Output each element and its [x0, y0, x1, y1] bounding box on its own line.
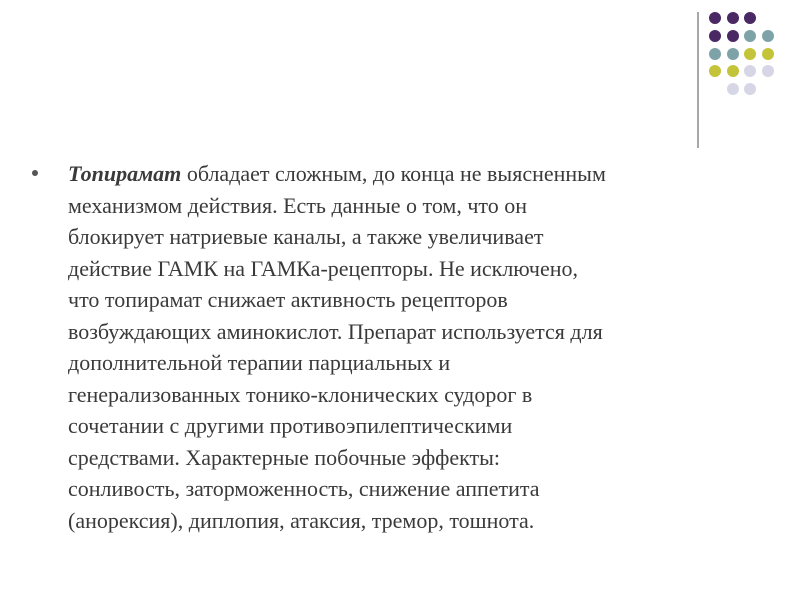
decorative-dot [727, 83, 739, 95]
decorative-dot [709, 30, 721, 42]
decorative-dot [744, 65, 756, 77]
decorative-dot [709, 65, 721, 77]
decorative-dot [744, 30, 756, 42]
bullet-paragraph [68, 158, 723, 536]
decorative-dot [727, 48, 739, 60]
decorative-dot [762, 48, 774, 60]
decorative-dot [744, 48, 756, 60]
decorative-dot [709, 48, 721, 60]
decorative-dot [727, 30, 739, 42]
drug-term: Топирамат [68, 161, 182, 186]
paragraph-body: обладает сложным, до конца не выясненным механизмом действия. Есть данные о том, что он блокирует натриевые каналы, а также увеличивает действие ГАМК на ГАМКа-рецепторы. Не исключено, что топирамат снижает активность рецепторов возбуждающих аминокислот. Препарат используется для дополнительной терапии парциальных и генерализованных тонико-клонических судорог в сочетании с другими противоэпилептическими средствами. Характерные побочные эффекты: сонливость, заторможенность, снижение аппетита (анорексия), диплопия, атаксия, тремор, тошнота. [68, 161, 606, 533]
slide-content [32, 158, 732, 536]
bullet-icon [32, 170, 38, 176]
decorative-dot [762, 30, 774, 42]
decorative-dot [709, 12, 721, 24]
decorative-dot [762, 65, 774, 77]
decorative-dot [744, 83, 756, 95]
decorative-dot [727, 12, 739, 24]
decorative-dot [744, 12, 756, 24]
decorative-dot [727, 65, 739, 77]
